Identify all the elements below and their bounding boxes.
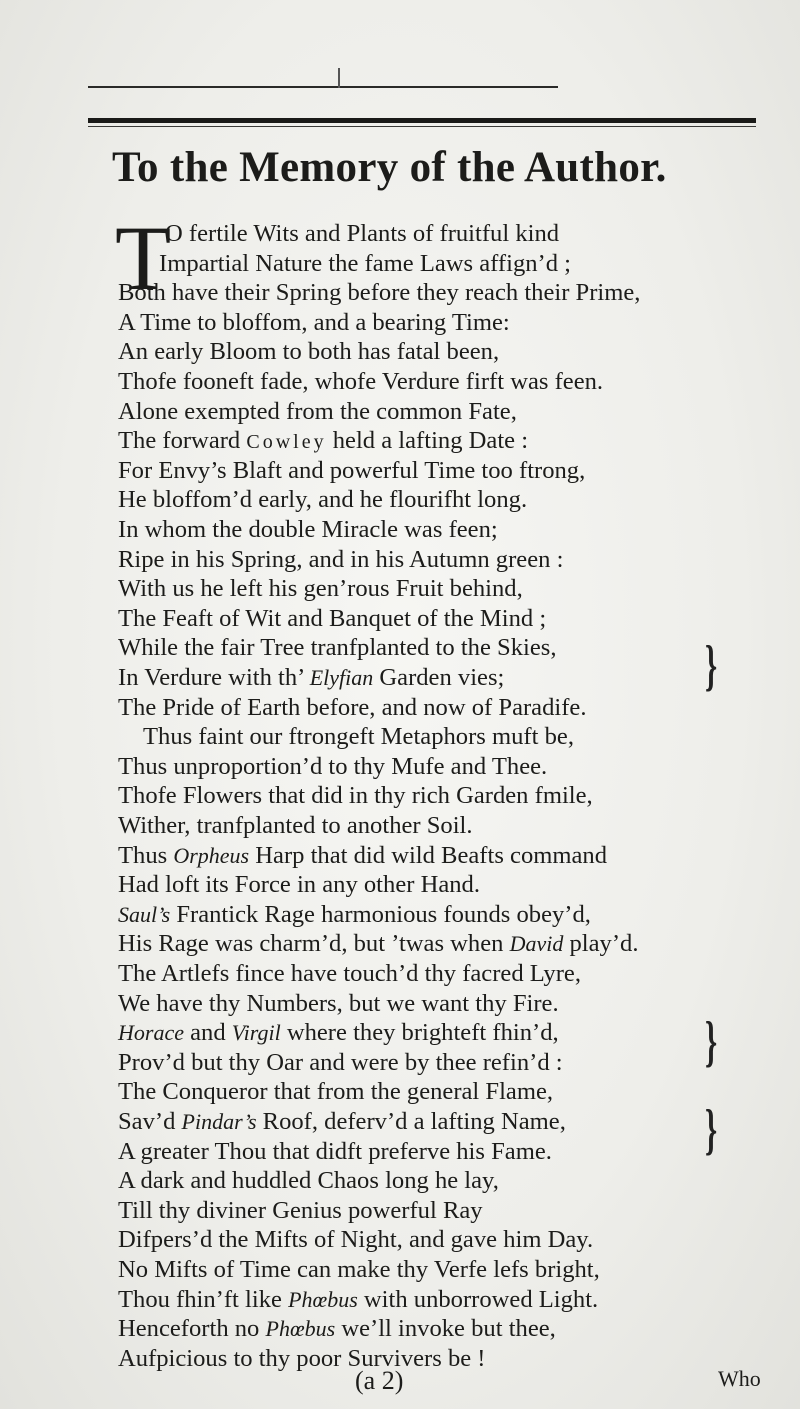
poem-line xyxy=(118,604,547,632)
poem-line xyxy=(118,1169,499,1194)
line-text: For Envy’s Blaft and powerful Time too ftrong, xyxy=(118,456,586,484)
folio-signature: (a 2) xyxy=(355,1366,404,1395)
top-rule xyxy=(88,86,558,88)
line-text: Thus faint our ftrongeft Metaphors muft be, xyxy=(143,723,574,751)
header-rule-thin xyxy=(88,126,756,127)
line-text: Garden vies; xyxy=(373,664,505,691)
line-text: No Mifts of Time can make thy Verfe lefs bright, xyxy=(118,1256,600,1283)
poem-line xyxy=(118,429,528,454)
triplet-brace: } xyxy=(704,1011,718,1073)
line-text: In Verdure with th’ xyxy=(118,664,310,691)
italic-name: Horace xyxy=(118,1020,184,1046)
poem-line xyxy=(118,1021,559,1046)
poem-line xyxy=(143,725,574,750)
poem-line xyxy=(118,900,591,928)
italic-name: Orpheus xyxy=(173,842,250,868)
line-text: play’d. xyxy=(563,930,639,958)
line-text: Both have their Spring before they reach their Prime, xyxy=(118,279,641,307)
poem-line xyxy=(118,1344,486,1372)
poem-line xyxy=(118,308,510,336)
line-text: The Artlefs fince have touch’d thy facred Lyre, xyxy=(118,960,581,987)
line-text: The Pride of Earth before, and now of Paradife. xyxy=(118,693,587,721)
line-text: With us he left his gen’rous Fruit behind, xyxy=(118,575,523,603)
page-title: To the Memory of the Author. xyxy=(112,144,667,191)
line-text: O fertile Wits and Plants of fruitful kind xyxy=(165,220,560,247)
poem-line xyxy=(118,577,523,602)
poem-line xyxy=(118,1196,483,1224)
poem-line xyxy=(118,962,581,987)
line-text: Prov’d but thy Oar and were by thee refin’d : xyxy=(118,1048,563,1076)
italic-name: Elyfian xyxy=(309,665,374,690)
line-text: Alone exempted from the common Fate, xyxy=(118,397,517,425)
poem-line xyxy=(118,1317,556,1342)
line-text: Roof, deferv’d a lafting Name, xyxy=(256,1108,566,1135)
poem-line xyxy=(118,1285,599,1313)
line-text: In whom the double Miracle was feen; xyxy=(118,516,498,543)
poem-line xyxy=(118,814,473,839)
poem-line xyxy=(118,397,517,425)
poem-line xyxy=(118,693,587,721)
line-text: where they brighteft fhin’d, xyxy=(280,1019,559,1047)
poem-line xyxy=(118,518,498,543)
line-text: Till thy diviner Genius powerful Ray xyxy=(118,1196,483,1224)
line-text: We have thy Numbers, but we want thy Fire. xyxy=(118,989,559,1017)
poem-line xyxy=(165,222,559,247)
line-text: Ripe in his Spring, and in his Autumn green : xyxy=(118,545,564,573)
poem-line xyxy=(118,841,608,869)
italic-name: Phœbus xyxy=(288,1286,358,1312)
line-text: While the fair Tree tranfplanted to the Skies, xyxy=(118,634,557,662)
line-text: He bloffom’d early, and he flourifht long. xyxy=(118,486,528,514)
poem-line xyxy=(118,1080,553,1105)
poem-line xyxy=(118,281,640,306)
italic-name: Virgil xyxy=(231,1020,281,1046)
line-text: Henceforth no xyxy=(118,1315,266,1343)
line-text: The Conqueror that from the general Flame, xyxy=(118,1078,554,1106)
line-text: Had loft its Force in any other Hand. xyxy=(118,871,480,899)
line-text: Harp that did wild Beafts command xyxy=(249,841,608,869)
poem-line xyxy=(118,340,499,365)
line-text: with unborrowed Light. xyxy=(357,1285,599,1313)
poem-line xyxy=(118,1048,563,1076)
line-text: Thus xyxy=(118,841,174,869)
poem-line xyxy=(118,784,593,809)
poem-line xyxy=(118,1228,593,1253)
poem-line xyxy=(118,456,586,484)
line-text: Difpers’d the Mifts of Night, and gave him Day. xyxy=(118,1226,594,1254)
small-caps-name: Cowley xyxy=(246,431,327,454)
poem-line xyxy=(118,1110,566,1135)
line-text: held a lafting Date : xyxy=(326,427,529,455)
poem-line xyxy=(118,989,559,1017)
line-text: Impartial Nature the fame Laws affign’d ; xyxy=(159,249,572,277)
line-text: we’ll invoke but thee, xyxy=(335,1315,556,1343)
poem-line xyxy=(118,370,603,395)
line-text: A dark and huddled Chaos long he lay, xyxy=(118,1167,499,1195)
italic-name: Saul’s xyxy=(118,901,171,927)
poem-line xyxy=(118,545,564,573)
line-text: Thofe Flowers that did in thy rich Garden fmile, xyxy=(118,782,593,810)
poem-line xyxy=(118,1258,600,1283)
header-rule xyxy=(88,118,756,123)
poem-line xyxy=(118,636,556,661)
line-text: A Time to bloffom, and a bearing Time: xyxy=(118,308,510,336)
line-text: Frantick Rage harmonious founds obey’d, xyxy=(170,900,591,928)
line-text: Sav’d xyxy=(118,1108,182,1135)
line-text: The Feaft of Wit and Banquet of the Mind ; xyxy=(118,604,547,632)
poem-line xyxy=(159,249,572,277)
poem-line xyxy=(118,752,548,780)
italic-name: David xyxy=(509,931,564,957)
line-text: An early Bloom to both has fatal been, xyxy=(118,338,500,366)
poem-line xyxy=(118,1137,552,1165)
triplet-brace: } xyxy=(704,635,718,697)
drop-capital: T xyxy=(115,207,172,309)
line-text: Wither, tranfplanted to another Soil. xyxy=(118,812,473,839)
line-text: The forward xyxy=(118,427,247,455)
triplet-brace: } xyxy=(704,1099,718,1161)
line-text: Thus unproportion’d to thy Mufe and Thee. xyxy=(118,752,548,780)
line-text: Thofe fooneft fade, whofe Verdure firft was feen. xyxy=(118,368,604,395)
poem-line xyxy=(118,873,480,898)
line-text: Thou fhin’ft like xyxy=(118,1285,289,1313)
poem-line xyxy=(118,488,527,513)
poem-line xyxy=(118,666,504,691)
line-text: A greater Thou that didft preferve his Fame. xyxy=(118,1137,552,1165)
italic-name: Phœbus xyxy=(265,1316,336,1342)
italic-name: Pindar’s xyxy=(181,1109,257,1134)
poem-line xyxy=(118,932,639,957)
line-text: Aufpicious to thy poor Survivers be ! xyxy=(118,1344,486,1372)
rule-tick xyxy=(338,68,340,88)
catchword: Who xyxy=(718,1366,761,1391)
line-text: and xyxy=(183,1019,232,1047)
line-text: His Rage was charm’d, but ’twas when xyxy=(118,930,510,958)
